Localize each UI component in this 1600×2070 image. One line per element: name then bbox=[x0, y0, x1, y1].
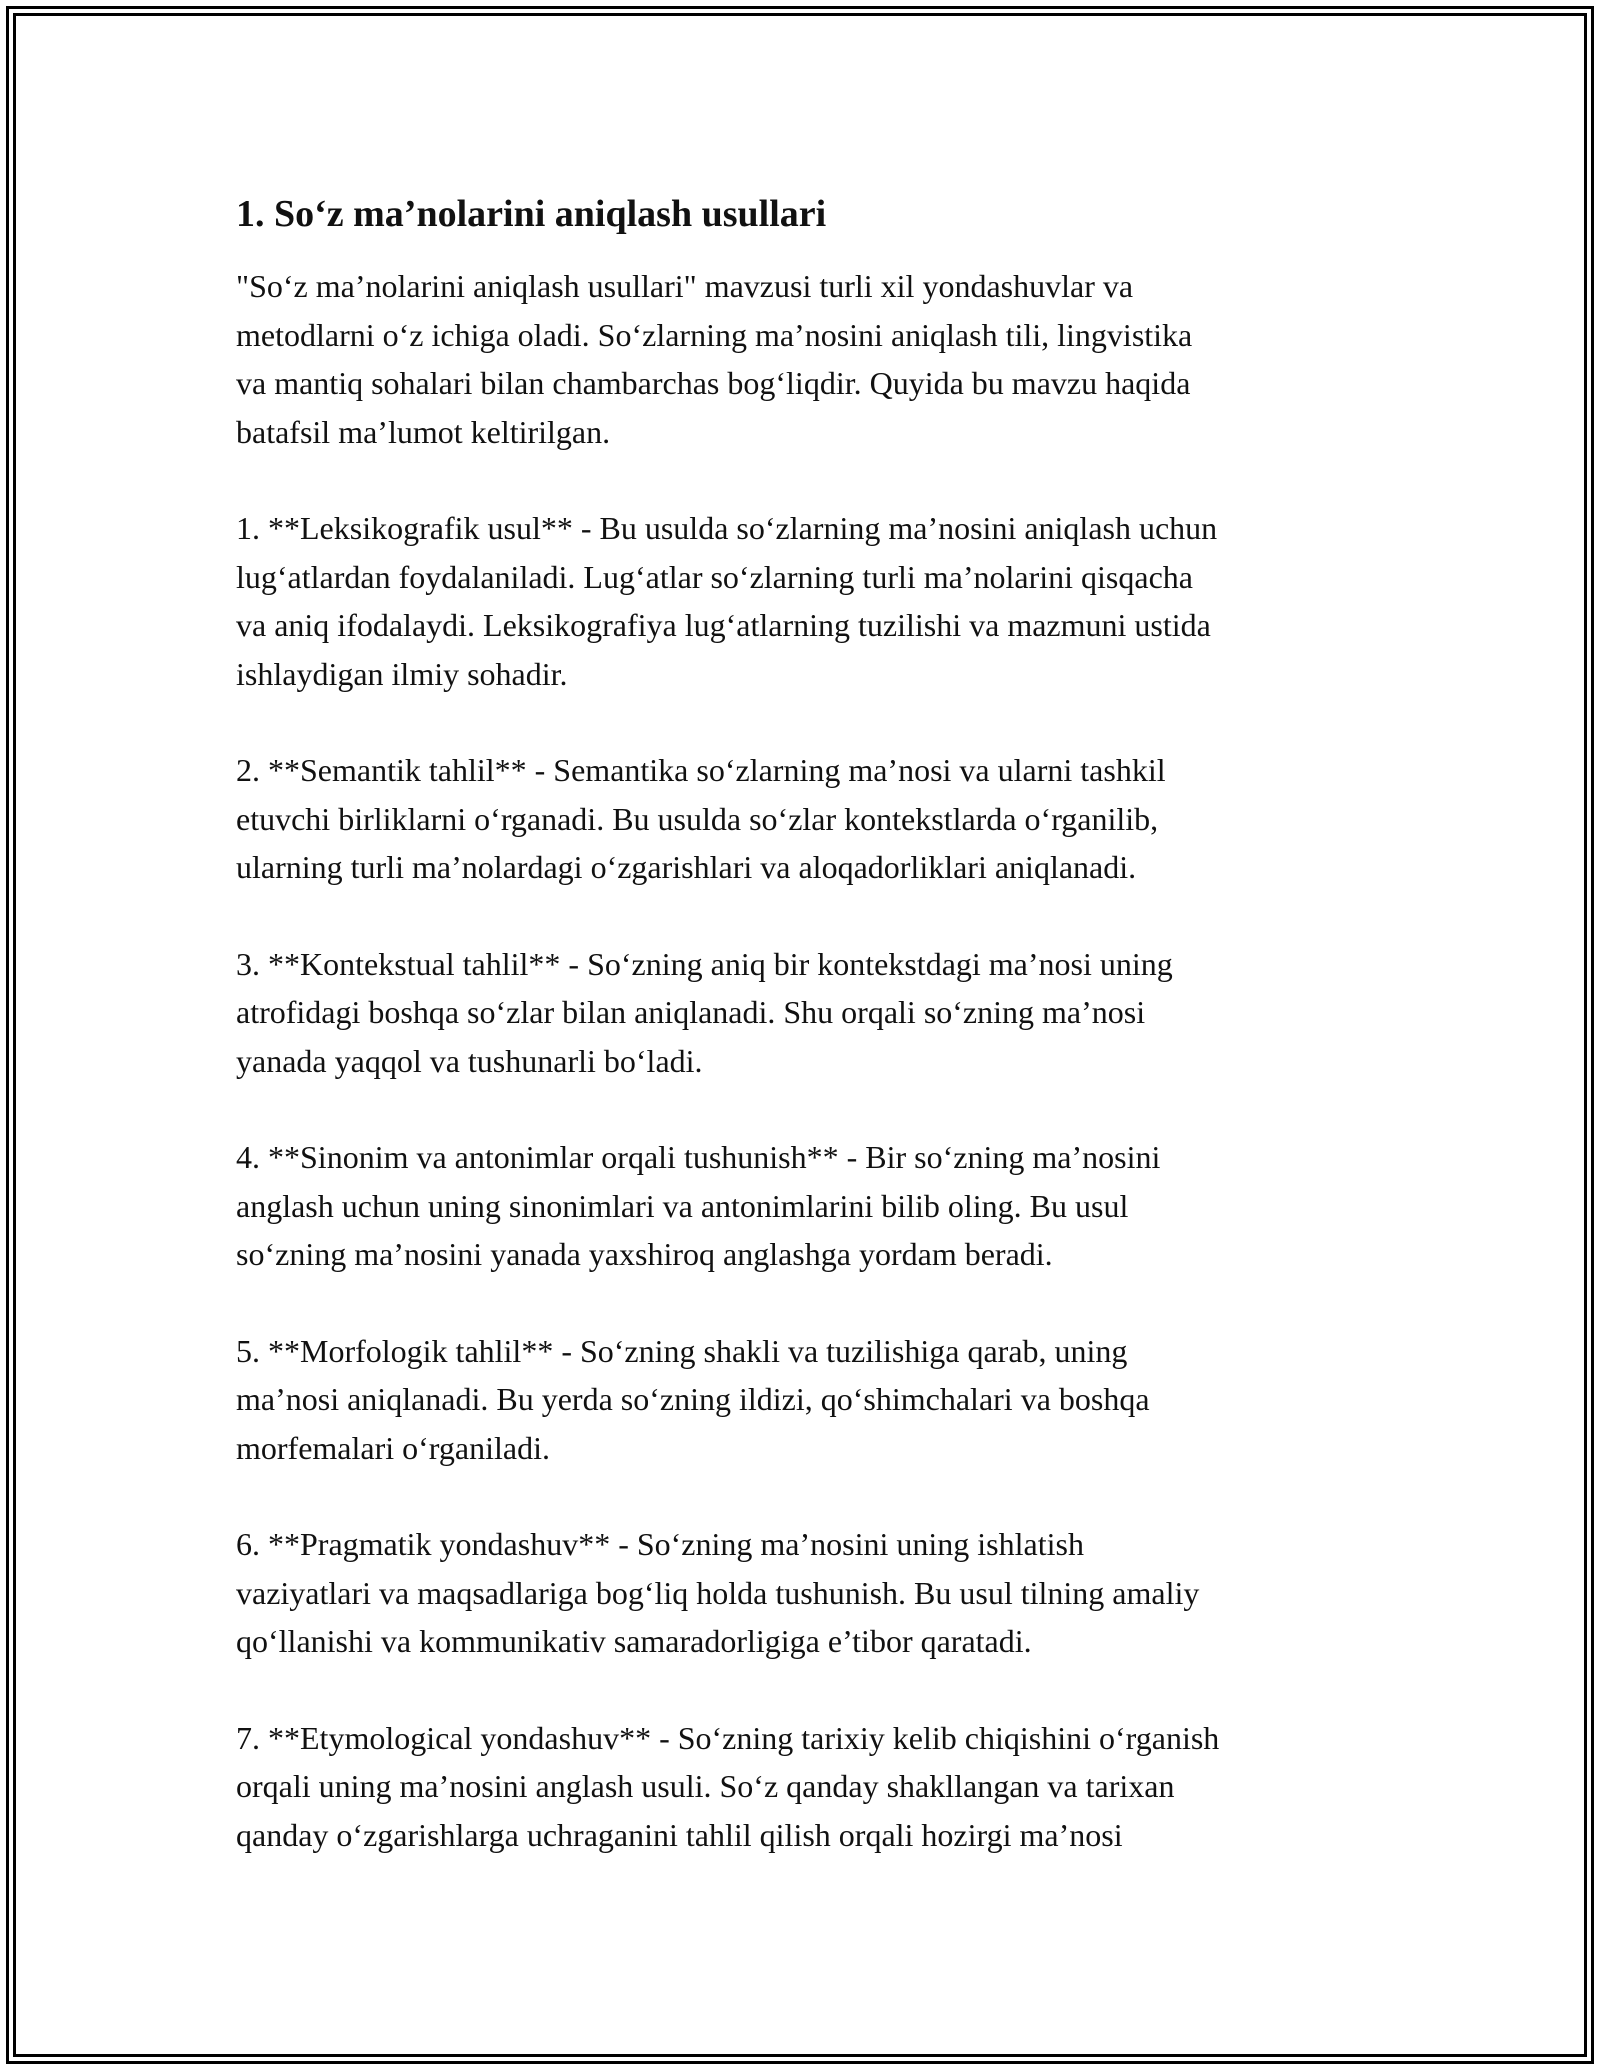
method-paragraph-6 bbox=[236, 1520, 1376, 1666]
text-line: lug‘atlardan foydalaniladi. Lug‘atlar so‘zlarning turli ma’nolarini qisqacha bbox=[236, 558, 1193, 595]
text-line: va mantiq sohalari bilan chambarchas bog‘liqdir. Quyida bu mavzu haqida bbox=[236, 365, 1191, 401]
text-line: metodlarni o‘z ichiga oladi. So‘zlarning ma’nosini aniqlash tili, lingvistika bbox=[236, 316, 1193, 353]
method-paragraph-5 bbox=[236, 1327, 1376, 1473]
document-body bbox=[236, 262, 1376, 1859]
text-line: so‘zning ma’nosini yanada yaxshiroq anglashga yordam beradi. bbox=[236, 1236, 1053, 1272]
text-line: ma’nosi aniqlanadi. Bu yerda so‘zning ildizi, qo‘shimchalari va boshqa bbox=[236, 1381, 1150, 1417]
method-paragraph-3 bbox=[236, 940, 1376, 1086]
text-line: morfemalari o‘rganiladi. bbox=[236, 1429, 550, 1466]
text-line: 4. **Sinonim va antonimlar orqali tushunish** - Bir so‘zning ma’nosini bbox=[236, 1139, 1161, 1175]
text-line: vaziyatlari va maqsadlariga bog‘liq holda tushunish. Bu usul tilning amaliy bbox=[236, 1574, 1200, 1611]
text-line: batafsil ma’lumot keltirilgan. bbox=[236, 413, 611, 450]
text-line: qanday o‘zgarishlarga uchraganini tahlil qilish orqali hozirgi ma’nosi bbox=[236, 1816, 1123, 1853]
method-paragraph-7 bbox=[236, 1714, 1376, 1860]
method-paragraph-2 bbox=[236, 746, 1376, 892]
method-paragraph-1 bbox=[236, 504, 1376, 698]
text-line: 6. **Pragmatik yondashuv** - So‘zning ma’nosini uning ishlatish bbox=[236, 1526, 1084, 1562]
text-line: etuvchi birliklarni o‘rganadi. Bu usulda so‘zlar kontekstlarda o‘rganilib, bbox=[236, 800, 1159, 837]
document-title: 1. So‘z ma’nolarini aniqlash usullari bbox=[236, 193, 827, 235]
intro-paragraph bbox=[236, 262, 1376, 456]
text-line: "So‘z ma’nolarini aniqlash usullari" mavzusi turli xil yondashuvlar va bbox=[236, 268, 1134, 304]
text-line: yanada yaqqol va tushunarli bo‘ladi. bbox=[236, 1042, 703, 1079]
text-line: qo‘llanishi va kommunikativ samaradorligiga e’tibor qaratadi. bbox=[236, 1623, 1032, 1659]
text-line: anglash uchun uning sinonimlari va antonimlarini bilib oling. Bu usul bbox=[236, 1187, 1129, 1224]
text-line: va aniq ifodalaydi. Leksikografiya lug‘atlarning tuzilishi va mazmuni ustida bbox=[236, 607, 1211, 643]
document-page bbox=[236, 186, 1376, 1907]
text-line: 7. **Etymological yondashuv** - So‘zning tarixiy kelib chiqishini o‘rganish bbox=[236, 1719, 1220, 1756]
text-line: atrofidagi boshqa so‘zlar bilan aniqlanadi. Shu orqali so‘zning ma’nosi bbox=[236, 994, 1146, 1030]
text-line: ularning turli ma’nolardagi o‘zgarishlari va aloqadorliklari aniqlanadi. bbox=[236, 849, 1137, 885]
text-line: 5. **Morfologik tahlil** - So‘zning shakli va tuzilishiga qarab, uning bbox=[236, 1332, 1128, 1369]
text-line: ishlaydigan ilmiy sohadir. bbox=[236, 655, 568, 692]
text-line: orqali uning ma’nosini anglash usuli. So‘z qanday shakllangan va tarixan bbox=[236, 1768, 1175, 1804]
text-line: 1. **Leksikografik usul** - Bu usulda so‘zlarning ma’nosini aniqlash uchun bbox=[236, 510, 1218, 546]
text-line: 2. **Semantik tahlil** - Semantika so‘zlarning ma’nosi va ularni tashkil bbox=[236, 752, 1166, 788]
text-line: 3. **Kontekstual tahlil** - So‘zning aniq bir kontekstdagi ma’nosi uning bbox=[236, 945, 1173, 982]
method-paragraph-4 bbox=[236, 1133, 1376, 1279]
